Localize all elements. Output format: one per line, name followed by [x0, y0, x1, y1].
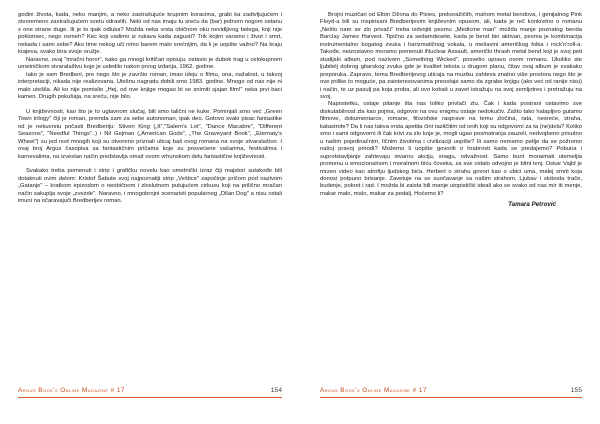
- paragraph: Iako je sam Bredberi, pre nego što je završio roman, imao ideju o filmu, ona, nažalost, u takvoj interpretaciji, nikada nije realizovana. Utešnu nagradu dobili smo 1983. godine. Mnogo od nas nije ni malo utešila. Ali ko nije pomislio „Hej, od ove knjige mogao bi se snimiti sjajan film!" neka prvi baci kamen. Drugih pokušaja, na sreću, nije bilo.: [18, 71, 282, 100]
- right-footer: [320, 387, 582, 398]
- paragraph: U književnosti, kao što je to uglavnom slučaj, bili smo talični ne kuke. Pominjali smo već „Green Town trilogy" čiji je roman, premda sam za sebe autonoman, ipak deo. Gotovo svaki pisac fantastike od je nekuvrstu počasti Bredberiju: Stiven King („It","Salem's Lot", "Dance Macabre", "Different Seasons", "Needful Things"..) i Nil Gejman („American Gods", „The Graveyard Book", „Eternaty's Wheel") su jed nod mnogih koji su otvoreno priznali uticaj baš ovog romana na svoje stvaralaštvo. I ovaj broj Argus časopisa sa fantastičnim pričama koje su posvećene vašarima, festivalima i karnevalima, na izvestan način predstavlja omaž ovom vrhunskom delu fantastične književnosti.: [18, 108, 282, 160]
- paragraph: Svakako treba pomenuti i strip i grafičku novelu kao umetnički izraz čiji majstori sutakođe bili dotaknuti ovim delom: Kristof Šabute svoj najpoznatiji strip „Veštice" započinje pričom pod nazivom „Gatanje" – kratkom epizodom o neobičnom i zloslutnom putujućem cirkusu koji na prilično mračan način sakuplja svoje „zvezde". Naravno, i mnogobrojni scenaristi popularnog „Dilan Dog" a nisu ostali imuni na očaravajuči Bredberijev roman.: [18, 168, 282, 205]
- page-number: 154: [270, 387, 282, 394]
- magazine-name: Argus Book's Online Magazine # 17: [320, 387, 427, 394]
- paragraph: Napostetku, ostaje pitanje šta nas toliko privlači zlu. Čak i kada postrani ostavimo sve diskutabilnost zla kao pojma, odgovor na ovu enigmu ostaje nedokučiv. Zašto tako halapljivo gutamo filmove, dokumentarce, romane, filozofske rasprave na temu zločina, rata, nesreće, straha, katastrofe? Da li nas takva vrsta apetita čini različitim od onih koji su odgovorni za ta (ne)dela? Koliko smo i sami odgovorni ili čak krivi za zlo koje je, mogli ugao posmatranja zauzeli, nedvojbeno prisutno u našim pojedinačnim, ličnim životima i civilizaciji uopšte? Ili samo nemamo petlje da se požromo našoj pravoj prirodi? Možemo li uopšte govoriti o hrabrosti kada se predajemo? Pobuna i suprotstavljanje zahtevaju stvarnu akciju, snagu, odvažnost. Samo bunt moraimati utemeljia promenu u emocionalnom i moralnom biću čoveka, za sve ostalo odvojno je bitni lenj. Oskar Vajld je mrzeo video kao atrofiju ljudskog bića. Herbert o strahu govori kao o ubici uma, malej smrti koja donosi potpuno brisanje. Zavetuje na se suočavanje sa našim strahom. Ljubav i sloboda trače, budenje, pokret i rad. I možda bi zaista bili manje utopistički ideali ako se svako od nas mir iti menje, makar malo, malo, makar za pedalj. Hoćemo li?: [320, 101, 582, 197]
- left-text-column: [18, 12, 282, 206]
- page-number: 155: [570, 387, 582, 394]
- author-name: Tamara Petrović: [508, 201, 556, 209]
- magazine-name: Argus Book's Online Magazine # 17: [18, 387, 125, 394]
- left-footer: [18, 387, 282, 398]
- paragraph: godini života, kada, neko manjim, a neko zastrašujuće krupnim koracima, grabi ka zadivljujućem i stvoremeno zastrašujućem svetu odraslih. Neki od nas imaju tu sreću da (bar) jednom nogom ostanu s one strane duge. Ili je to ipak odluka? Možda neka vrsta običnom oku nevidljivog belega, koji nije poklonsec, nego osmeh? Kec koji vadimo iz rukava kada zagusti? Trik kojim varamo i život i smrt, nekada i sami sebe? Ako time nekog uči nimo barem malo srećnijim, da li je uopšte važno? Na kraju krajeva, svako bira svoje oružje.: [18, 12, 282, 56]
- paragraph: Brojni muzičari od Elton Džona do Pixies, prekoražičith, mahom metal bendova, i genijalnog Pink Floyd-a bili su inspirisani Bredberijevim književnim opusom, ali, kada je reč konkretno o romanu „Nešto nam se zlo privači" treba izdvojiti pesmu „Medicine man" možda manje poznatog benda Barclay James Harvest. Tipično za sedamdesete, kada je bend bio aktivan, pesma je kombinacija instrumentalno bogatog zvuka i harizmatičnog vokala, u mešavini američkog folka i rock'n'roll-a. Takođe, neizostavno moramo pomenuti iNuclear Assault, američki thrash metal bend koji je svoj peti studijski album, pod nazivom „Something Wicked", posvetio upravo ovom romanu. Ukoliko ste ljubitelj dobrog gitarskog zvuka gde je kvalitet teksta u drugom planu, čitav ovaj album je svakako preporuka. Zapravo, tema Bredberijevog uticaja na muziku zahteva znatno više prostora nego što je ove prilike to moguće, pa zainteresovanima preostaje samo da zgrabe knjigu (ako već od ranije nisu) i način, te uz pasulj pa koja proba, ali ovo kobaš u zavet istražuju na svoj zemljotres i pretražuju na svoj.: [320, 12, 582, 100]
- right-page: [300, 0, 600, 424]
- right-text-column: [320, 12, 582, 209]
- paragraph: Naravno, ovaj "mračni horor", kako ga mnogi kritičari opisuju, ostavio je dubok trag u celokupnom umetničkom stvaralaštvu koje je usledilo nakon prvog izdanja, 1962. godine.: [18, 56, 282, 71]
